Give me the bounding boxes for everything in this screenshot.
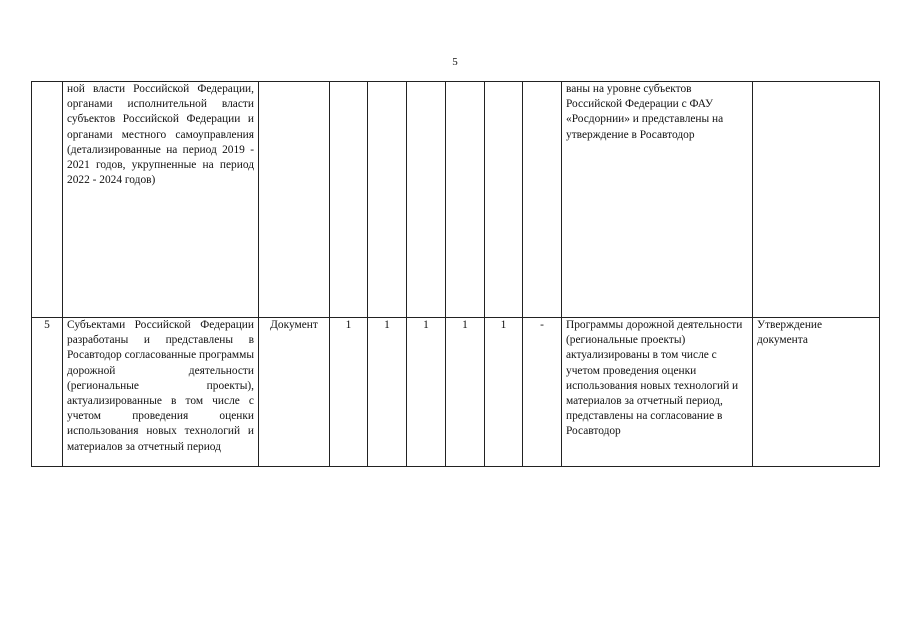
value-cell: 1 <box>368 318 407 467</box>
value-cell <box>368 82 407 318</box>
document-type-cell <box>259 82 330 318</box>
description-cell: Субъектами Российской Федерации разработаны и представлены в Росавтодор согласованные программы дорожной деятельности (региональные проекты), актуализированные в том числе с учетом проведения оценки использования новых технологий и материалов за отчетный период <box>63 318 259 467</box>
value-cell <box>523 82 562 318</box>
result-cell: ваны на уровне субъектов Российской Федерации с ФАУ «Росдорнии» и представлены на утверждение в Росавтодор <box>562 82 753 318</box>
value-cell <box>485 82 523 318</box>
value-cell: 1 <box>407 318 446 467</box>
page-number: 5 <box>452 56 458 68</box>
table-row <box>32 82 880 318</box>
value-cell <box>330 82 368 318</box>
value-cell: 1 <box>330 318 368 467</box>
result-cell: Программы дорожной деятельности (региональные проекты) актуализированы в том числе с учетом проведения оценки использования новых технологий и материалов за отчетный период, представлены на согласование в Росавтодор <box>562 318 753 467</box>
description-cell: ной власти Российской Федерации, органами исполнительной власти субъектов Российской Федерации и органами местного самоуправления (детализированные на период 2019 - 2021 годов, укрупненные на период 2022 - 2024 годов) <box>63 82 259 318</box>
value-cell: - <box>523 318 562 467</box>
value-cell: 1 <box>485 318 523 467</box>
control-cell <box>753 82 880 318</box>
plan-table <box>31 81 880 467</box>
document-type-cell: Документ <box>259 318 330 467</box>
value-cell: 1 <box>446 318 485 467</box>
table-row <box>32 318 880 467</box>
row-number-cell <box>32 82 63 318</box>
value-cell <box>407 82 446 318</box>
control-cell: Утверждение документа <box>753 318 880 467</box>
row-number-cell: 5 <box>32 318 63 467</box>
value-cell <box>446 82 485 318</box>
